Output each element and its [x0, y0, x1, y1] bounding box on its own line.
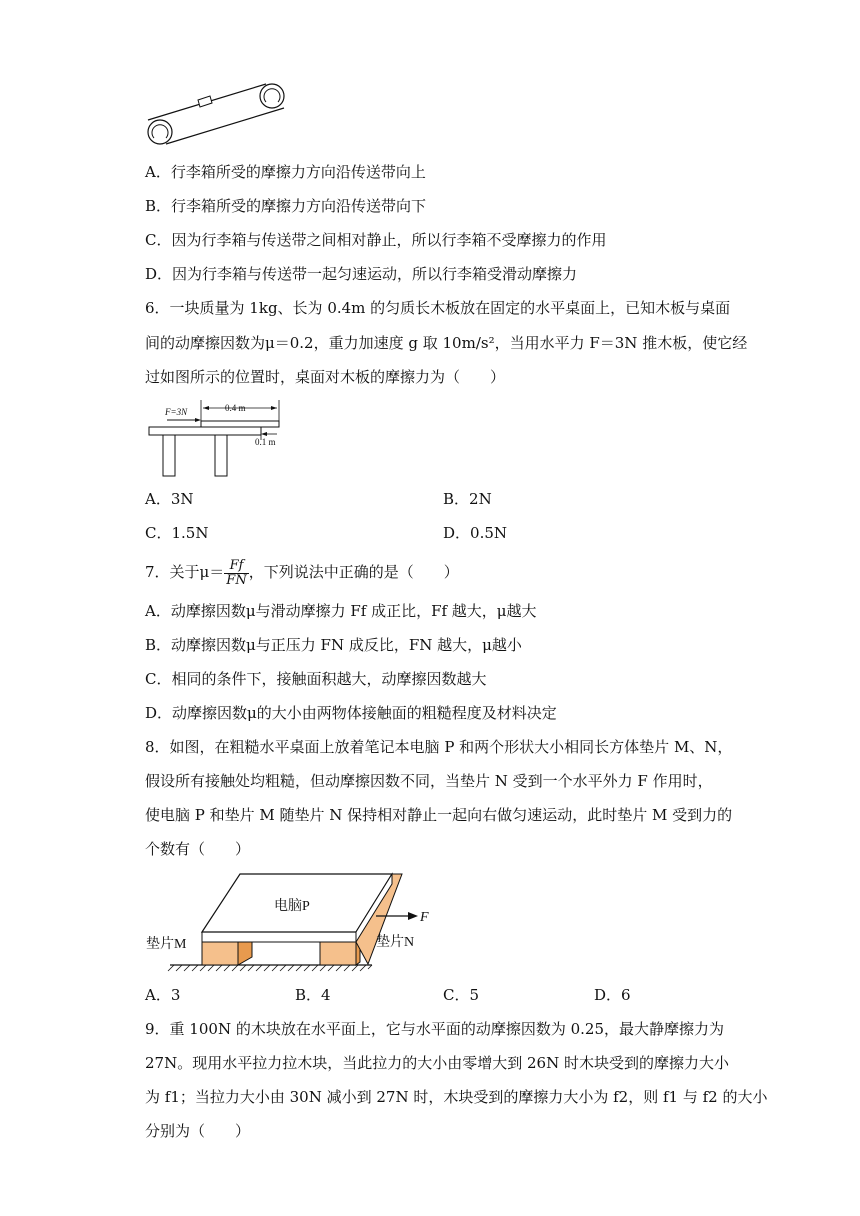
q7-stem: [145, 556, 459, 588]
q7-option-c: C．相同的条件下，接触面积越大，动摩擦因数越大: [145, 670, 487, 688]
q9-stem-line4: 分别为（ ）: [145, 1122, 251, 1140]
q6-stem-line3: 过如图所示的位置时，桌面对木板的摩擦力为（ ）: [145, 368, 506, 386]
q5-option-b: B．行李箱所受的摩擦力方向沿传送带向下: [145, 197, 427, 215]
q7-stem-suffix: ，下列说法中正确的是（ ）: [248, 563, 459, 581]
laptop-label: 电脑P: [274, 899, 310, 914]
q9-stem-line3: 为 f1；当拉力大小由 30N 减小到 27N 时，木块受到的摩擦力大小为 f2，则 f1 与 f2 的大小: [145, 1088, 768, 1106]
q7-option-a: A．动摩擦因数μ与滑动摩擦力 Ff 成正比，Ff 越大，μ越大: [145, 602, 537, 620]
q8-option-a: A．3: [145, 986, 181, 1004]
q5-option-c: C．因为行李箱与传送带之间相对静止，所以行李箱不受摩擦力的作用: [145, 231, 607, 249]
q6-option-d: D．0.5N: [443, 524, 508, 542]
pad-n-label: 垫片N: [376, 935, 415, 950]
laptop-pads-figure: [140, 868, 440, 972]
q6-option-c: C．1.5N: [145, 524, 209, 542]
q8-option-d: D．6: [594, 986, 631, 1004]
q9-stem-line2: 27N。现用水平拉力拉木块，当此拉力的大小由零增大到 26N 时木块受到的摩擦力大小: [145, 1054, 729, 1072]
q7-stem-prefix: 7．关于μ＝: [145, 563, 225, 581]
figure-overhang-label: 0.1 m: [255, 437, 276, 447]
q9-stem-line1: 9．重 100N 的木块放在水平面上，它与水平面的动摩擦因数为 0.25，最大静摩擦力为: [145, 1020, 725, 1038]
q5-option-d: D．因为行李箱与传送带一起匀速运动，所以行李箱受滑动摩擦力: [145, 265, 578, 283]
q8-stem-line2: 假设所有接触处均粗糙，但动摩擦因数不同，当垫片 N 受到一个水平外力 F 作用时，: [145, 772, 713, 790]
q8-stem-line1: 8．如图，在粗糙水平桌面上放着笔记本电脑 P 和两个形状大小相同长方体垫片 M、N，: [145, 738, 733, 756]
fraction-denominator: FN: [226, 572, 247, 588]
q7-option-b: B．动摩擦因数μ与正压力 FN 成反比，FN 越大，μ越小: [145, 636, 522, 654]
q5-option-a: A．行李箱所受的摩擦力方向沿传送带向上: [145, 163, 426, 181]
q8-option-c: C．5: [443, 986, 480, 1004]
q8-option-b: B．4: [295, 986, 331, 1004]
q6-option-b: B．2N: [443, 490, 492, 508]
q7-option-d: D．动摩擦因数μ的大小由两物体接触面的粗糙程度及材料决定: [145, 704, 557, 722]
force-label: F: [420, 910, 429, 925]
q6-option-a: A．3N: [145, 490, 194, 508]
conveyor-belt-figure: [140, 80, 300, 152]
mu-fraction: [224, 559, 248, 588]
q8-stem-line3: 使电脑 P 和垫片 M 随垫片 N 保持相对静止一起向右做匀速运动，此时垫片 M 受到力的: [145, 806, 733, 824]
plank-table-figure: [145, 398, 290, 478]
q8-stem-line4: 个数有（ ）: [145, 840, 251, 858]
pad-m-label: 垫片M: [146, 937, 187, 952]
fraction-numerator: Ff: [224, 559, 248, 574]
figure-length-label: 0.4 m: [225, 403, 246, 413]
q6-stem-line1: 6．一块质量为 1kg、长为 0.4m 的匀质长木板放在固定的水平桌面上，已知木板与桌面: [145, 299, 731, 317]
figure-force-label: F=3N: [165, 407, 188, 417]
q6-stem-line2: 间的动摩擦因数为μ＝0.2，重力加速度 g 取 10m/s²，当用水平力 F＝3N 推木板，使它经: [145, 334, 748, 352]
